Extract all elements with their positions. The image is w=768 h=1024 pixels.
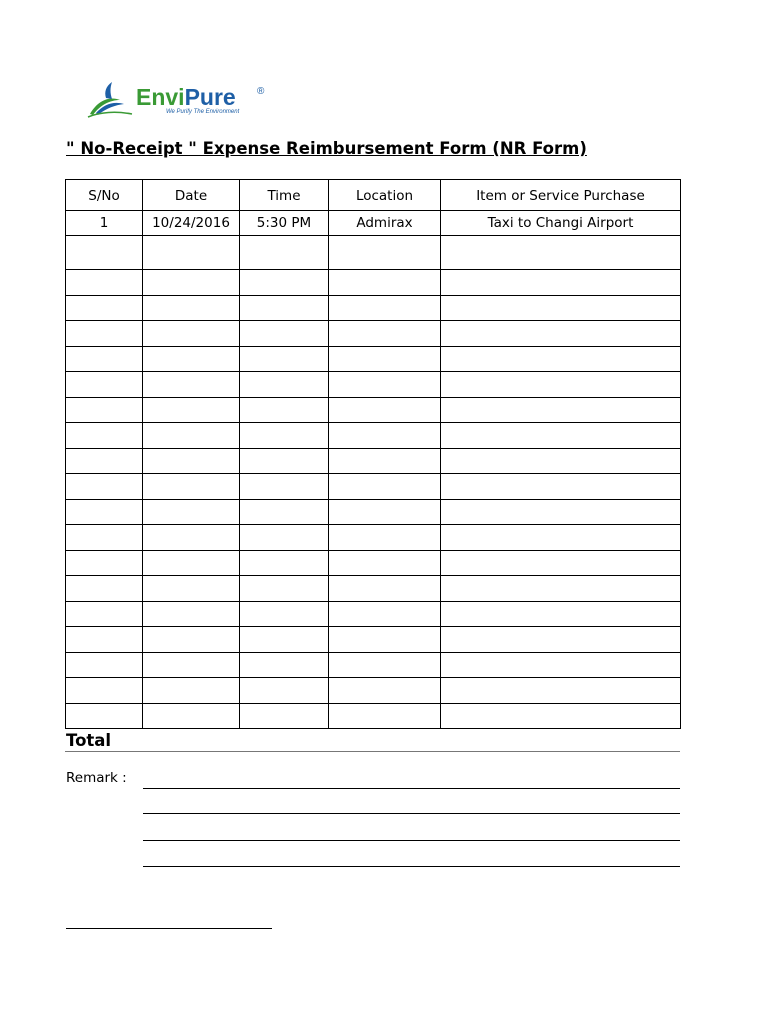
cell-date[interactable] bbox=[143, 550, 240, 576]
cell-date[interactable] bbox=[143, 474, 240, 500]
cell-item[interactable] bbox=[441, 423, 681, 449]
cell-location[interactable] bbox=[329, 295, 441, 321]
cell-item[interactable] bbox=[441, 448, 681, 474]
cell-location[interactable] bbox=[329, 236, 441, 270]
table-header-row bbox=[66, 180, 681, 211]
cell-date[interactable]: 10/24/2016 bbox=[143, 211, 240, 236]
cell-location[interactable] bbox=[329, 448, 441, 474]
cell-date[interactable] bbox=[143, 499, 240, 525]
cell-time[interactable] bbox=[240, 321, 329, 347]
cell-item[interactable] bbox=[441, 321, 681, 347]
cell-item[interactable] bbox=[441, 652, 681, 678]
form-title: " No-Receipt " Expense Reimbursement Form (NR Form) bbox=[66, 139, 587, 158]
table-row bbox=[66, 423, 681, 449]
cell-time[interactable] bbox=[240, 678, 329, 704]
logo-name-envi: Envi bbox=[136, 84, 185, 110]
cell-sno[interactable] bbox=[66, 423, 143, 449]
cell-date[interactable] bbox=[143, 423, 240, 449]
cell-location[interactable] bbox=[329, 474, 441, 500]
header-date: Date bbox=[143, 180, 240, 211]
signature-line[interactable] bbox=[66, 928, 272, 929]
cell-location[interactable] bbox=[329, 346, 441, 372]
cell-location[interactable] bbox=[329, 397, 441, 423]
cell-date[interactable] bbox=[143, 295, 240, 321]
cell-time[interactable] bbox=[240, 270, 329, 296]
cell-sno[interactable] bbox=[66, 703, 143, 729]
cell-item[interactable] bbox=[441, 474, 681, 500]
cell-time[interactable]: 5:30 PM bbox=[240, 211, 329, 236]
logo-wordmark bbox=[136, 84, 236, 110]
remark-line[interactable] bbox=[143, 840, 680, 841]
cell-item[interactable] bbox=[441, 550, 681, 576]
table-row bbox=[66, 703, 681, 729]
cell-time[interactable] bbox=[240, 372, 329, 398]
cell-sno[interactable] bbox=[66, 601, 143, 627]
cell-time[interactable] bbox=[240, 346, 329, 372]
table-row bbox=[66, 678, 681, 704]
table-body bbox=[66, 211, 681, 729]
cell-sno[interactable] bbox=[66, 270, 143, 296]
header-item: Item or Service Purchase bbox=[441, 180, 681, 211]
company-logo bbox=[84, 80, 274, 122]
cell-item[interactable] bbox=[441, 576, 681, 602]
cell-date[interactable] bbox=[143, 627, 240, 653]
cell-item[interactable] bbox=[441, 703, 681, 729]
cell-sno[interactable] bbox=[66, 346, 143, 372]
logo-tagline: We Purify The Environment bbox=[166, 109, 240, 115]
cell-date[interactable] bbox=[143, 652, 240, 678]
cell-date[interactable] bbox=[143, 270, 240, 296]
cell-item[interactable] bbox=[441, 346, 681, 372]
header-location: Location bbox=[329, 180, 441, 211]
cell-location[interactable] bbox=[329, 270, 441, 296]
cell-time[interactable] bbox=[240, 550, 329, 576]
cell-sno[interactable] bbox=[66, 576, 143, 602]
table-row bbox=[66, 525, 681, 551]
cell-time[interactable] bbox=[240, 601, 329, 627]
cell-time[interactable] bbox=[240, 703, 329, 729]
header-sno: S/No bbox=[66, 180, 143, 211]
cell-date[interactable] bbox=[143, 703, 240, 729]
cell-time[interactable] bbox=[240, 474, 329, 500]
table-row bbox=[66, 295, 681, 321]
cell-date[interactable] bbox=[143, 448, 240, 474]
cell-item[interactable] bbox=[441, 499, 681, 525]
logo-name-pure: Pure bbox=[184, 84, 236, 110]
table-row bbox=[66, 499, 681, 525]
cell-date[interactable] bbox=[143, 576, 240, 602]
cell-time[interactable] bbox=[240, 576, 329, 602]
cell-time[interactable] bbox=[240, 423, 329, 449]
table-row bbox=[66, 236, 681, 270]
remark-line[interactable] bbox=[143, 866, 680, 867]
cell-location[interactable] bbox=[329, 550, 441, 576]
cell-item[interactable] bbox=[441, 627, 681, 653]
cell-time[interactable] bbox=[240, 499, 329, 525]
cell-sno[interactable] bbox=[66, 474, 143, 500]
cell-location[interactable]: Admirax bbox=[329, 211, 441, 236]
cell-time[interactable] bbox=[240, 295, 329, 321]
table-row bbox=[66, 627, 681, 653]
cell-sno[interactable] bbox=[66, 295, 143, 321]
cell-sno[interactable]: 1 bbox=[66, 211, 143, 236]
header-time: Time bbox=[240, 180, 329, 211]
cell-location[interactable] bbox=[329, 678, 441, 704]
cell-item[interactable] bbox=[441, 236, 681, 270]
cell-date[interactable] bbox=[143, 321, 240, 347]
remark-label: Remark : bbox=[66, 770, 127, 786]
table-row bbox=[66, 474, 681, 500]
cell-date[interactable] bbox=[143, 372, 240, 398]
cell-time[interactable] bbox=[240, 652, 329, 678]
table-row bbox=[66, 211, 681, 236]
cell-date[interactable] bbox=[143, 346, 240, 372]
cell-item[interactable] bbox=[441, 372, 681, 398]
cell-sno[interactable] bbox=[66, 321, 143, 347]
cell-item[interactable] bbox=[441, 295, 681, 321]
cell-sno[interactable] bbox=[66, 372, 143, 398]
cell-time[interactable] bbox=[240, 448, 329, 474]
table-row bbox=[66, 346, 681, 372]
cell-item[interactable]: Taxi to Changi Airport bbox=[441, 211, 681, 236]
cell-sno[interactable] bbox=[66, 525, 143, 551]
remark-line[interactable] bbox=[143, 813, 680, 814]
cell-location[interactable] bbox=[329, 652, 441, 678]
cell-date[interactable] bbox=[143, 397, 240, 423]
cell-location[interactable] bbox=[329, 499, 441, 525]
cell-location[interactable] bbox=[329, 601, 441, 627]
cell-item[interactable] bbox=[441, 270, 681, 296]
total-label: Total bbox=[66, 731, 112, 750]
cell-location[interactable] bbox=[329, 576, 441, 602]
cell-item[interactable] bbox=[441, 601, 681, 627]
cell-location[interactable] bbox=[329, 703, 441, 729]
table-row bbox=[66, 397, 681, 423]
cell-time[interactable] bbox=[240, 627, 329, 653]
cell-sno[interactable] bbox=[66, 499, 143, 525]
table-row bbox=[66, 601, 681, 627]
cell-sno[interactable] bbox=[66, 236, 143, 270]
cell-location[interactable] bbox=[329, 627, 441, 653]
table-row bbox=[66, 321, 681, 347]
cell-item[interactable] bbox=[441, 525, 681, 551]
cell-date[interactable] bbox=[143, 601, 240, 627]
logo-swoosh-icon bbox=[84, 80, 136, 120]
cell-sno[interactable] bbox=[66, 627, 143, 653]
cell-location[interactable] bbox=[329, 423, 441, 449]
cell-date[interactable] bbox=[143, 525, 240, 551]
registered-mark: ® bbox=[257, 86, 265, 97]
cell-sno[interactable] bbox=[66, 550, 143, 576]
cell-time[interactable] bbox=[240, 236, 329, 270]
table-row bbox=[66, 550, 681, 576]
cell-item[interactable] bbox=[441, 397, 681, 423]
cell-time[interactable] bbox=[240, 397, 329, 423]
cell-sno[interactable] bbox=[66, 652, 143, 678]
table-row bbox=[66, 448, 681, 474]
cell-time[interactable] bbox=[240, 525, 329, 551]
cell-location[interactable] bbox=[329, 525, 441, 551]
cell-location[interactable] bbox=[329, 321, 441, 347]
table-row bbox=[66, 270, 681, 296]
remark-line[interactable] bbox=[143, 788, 680, 789]
cell-sno[interactable] bbox=[66, 397, 143, 423]
table-row bbox=[66, 576, 681, 602]
cell-item[interactable] bbox=[441, 678, 681, 704]
total-underline bbox=[65, 751, 680, 752]
cell-date[interactable] bbox=[143, 678, 240, 704]
table-row bbox=[66, 652, 681, 678]
cell-sno[interactable] bbox=[66, 448, 143, 474]
table-row bbox=[66, 372, 681, 398]
cell-sno[interactable] bbox=[66, 678, 143, 704]
cell-date[interactable] bbox=[143, 236, 240, 270]
expense-table bbox=[65, 179, 681, 729]
cell-location[interactable] bbox=[329, 372, 441, 398]
